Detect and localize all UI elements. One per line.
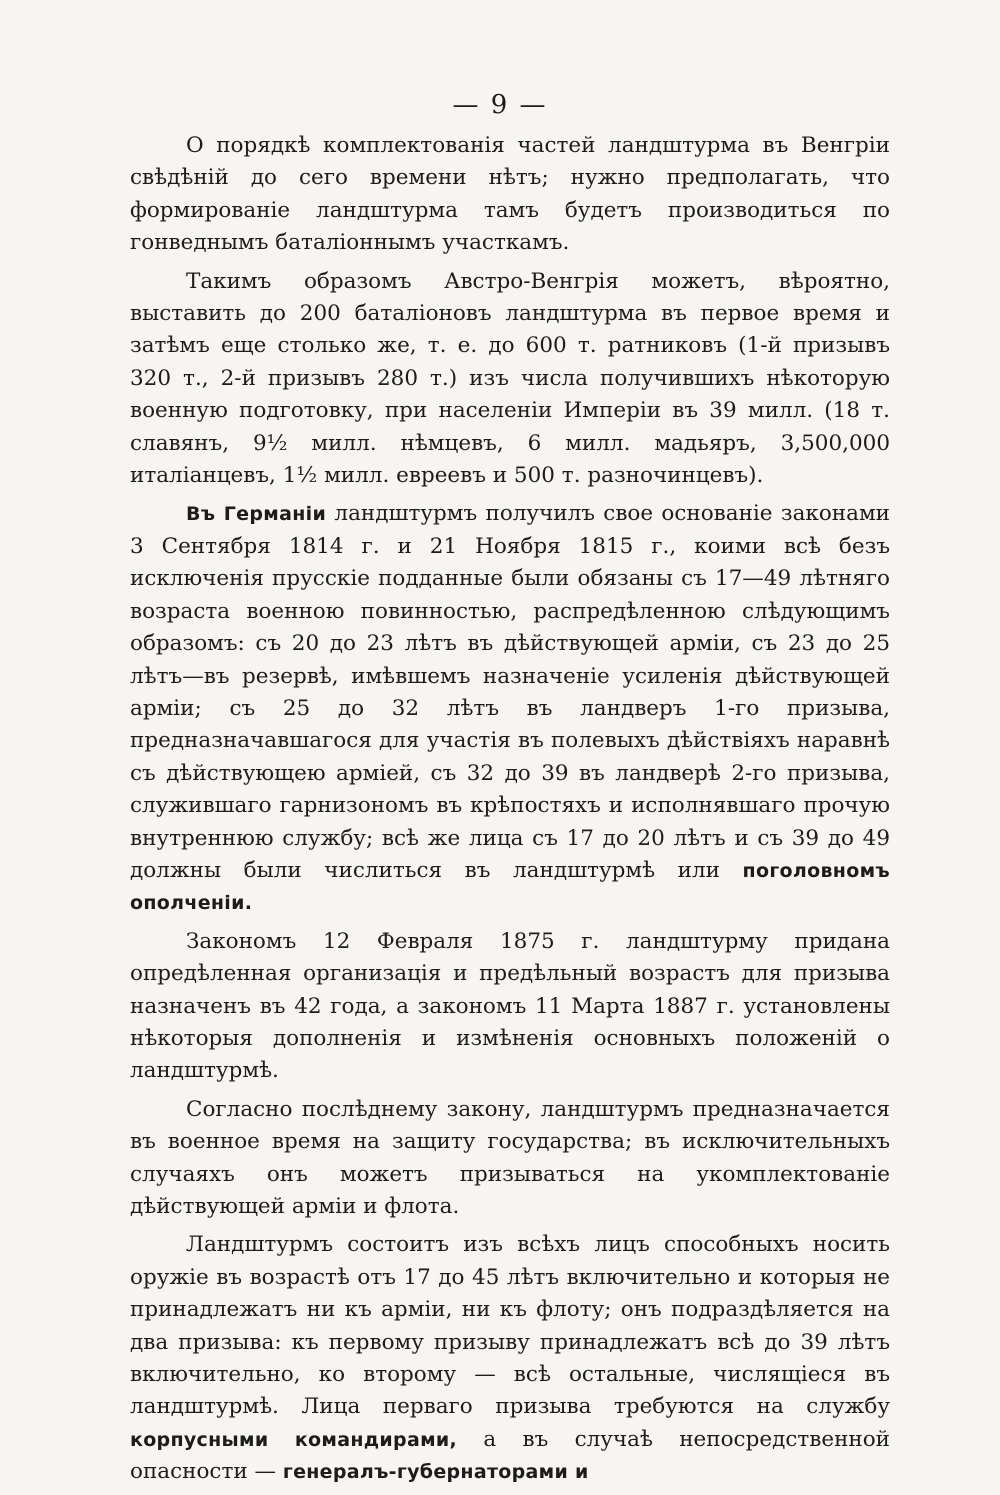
paragraph-austria-summary: Такимъ образомъ Австро-Венгрія можетъ, вѣроятно, выставить до 200 баталіоновъ ландштурма въ первое время и затѣмъ еще столько же, т. е. до 600 т. ратниковъ (1-й призывъ 320 т., 2-й призывъ 280 т.) изъ числа получившихъ нѣкоторую военную подготовку, при населеніи Имперіи въ 39 милл. (18 т. славянъ, 9½ милл. нѣмцевъ, 6 милл. мадьяръ, 3,500,000 италіанцевъ, 1½ милл. евреевъ и 500 т. разночинцевъ). — [130, 268, 890, 489]
paragraph-text: Ландштурмъ состоитъ изъ всѣхъ лицъ способныхъ носить оружіе въ возрастѣ отъ 17 до 45 лѣтъ включительно и которыя не принадлежатъ ни къ арміи, ни къ флоту; онъ подраздѣляется на два призыва: къ первому призыву принадлежатъ всѣ до 39 лѣтъ включительно, ко второму — всѣ остальные, числящіеся въ ландштурмѣ. Лица перваго призыва требуются на службу — [130, 1232, 890, 1420]
paragraph-text: ландштурмъ получилъ свое основаніе законами 3 Сентября 1814 г. и 21 Ноября 1815 г., коими всѣ безъ исключенія прусскіе подданные были обязаны съ 17—49 лѣтняго возраста военною повинностью, распредѣленною слѣдующимъ образомъ: съ 20 до 23 лѣтъ въ дѣйствующей арміи, съ 23 до 25 лѣтъ—въ резервѣ, имѣвшемъ назначеніе усиленія дѣйствующей арміи; съ 25 до 32 лѣтъ въ ландверъ 1-го призыва, предназначавшагося для участія въ полевыхъ дѣйствіяхъ наравнѣ съ дѣйствующею арміей, съ 32 до 39 въ ландверѣ 2-го призыва, служившаго гарнизономъ въ крѣпостяхъ и исполнявшаго прочую внутреннюю службу; всѣ же лица съ 17 до 20 лѣтъ и съ 39 до 49 должны были числиться въ ландштурмѣ или — [130, 501, 890, 883]
body-text — [130, 130, 890, 1495]
paragraph-germany-history — [130, 498, 890, 919]
paragraph-text: а въ случаѣ непосредственной опасности — — [130, 1426, 891, 1485]
bold-term: генералъ-губернаторами и — [282, 1461, 589, 1484]
paragraph-law-1875: Закономъ 12 Февраля 1875 г. ландштурму придана опредѣленная организація и предѣльный возрастъ для призыва назначенъ въ 42 года, а закономъ 11 Марта 1887 г. установлены нѣкоторыя дополненія и измѣненія основныхъ положеній о ландштурмѣ. — [130, 928, 890, 1084]
page-number: — 9 — — [452, 90, 548, 120]
paragraph-hungary: О порядкѣ комплектованія частей ландштурма въ Венгріи свѣдѣній до сего времени нѣтъ; нужно предполагать, что формированіе ландштурма тамъ будетъ производиться по гонведнымъ баталіоннымъ участкамъ. — [130, 133, 890, 256]
paragraph-composition — [130, 1229, 890, 1488]
bold-lead: Въ Германіи — [186, 503, 327, 526]
paragraph-purpose: Согласно послѣднему закону, ландштурмъ предназначается въ военное время на защиту государства; въ исключительныхъ случаяхъ онъ можетъ призываться на укомплектованіе дѣйствующей арміи и флота. — [130, 1096, 890, 1219]
bold-term: корпусными командирами, — [130, 1428, 458, 1451]
bold-term: поголовномъ ополченіи. — [130, 859, 890, 915]
